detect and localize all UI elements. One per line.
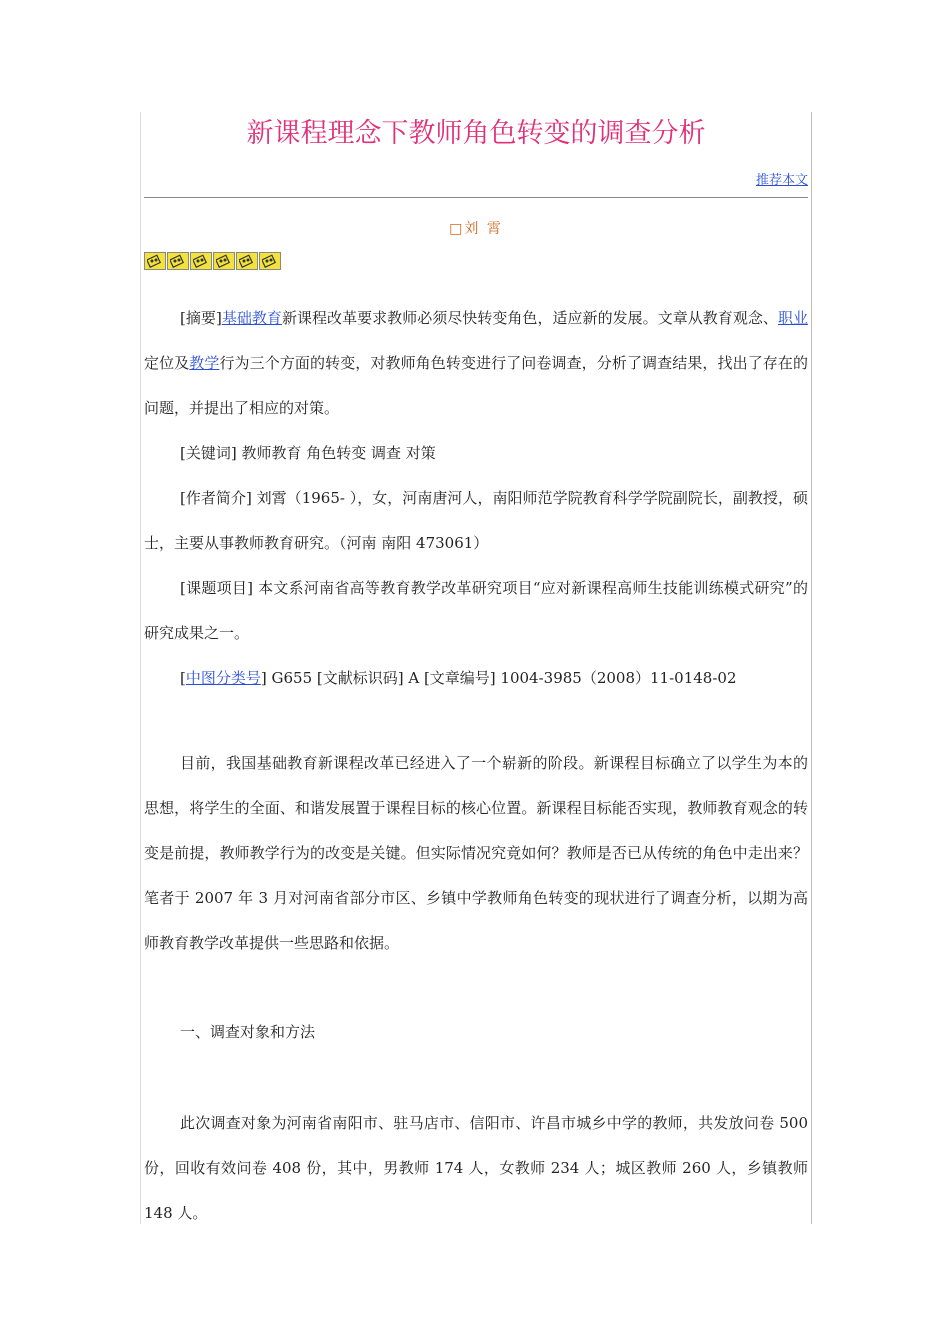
article-author: □刘 霄	[449, 221, 503, 237]
abstract-text-1: 新课程改革要求教师必须尽快转变角色，适应新的发展。文章从教育观念、	[281, 309, 778, 327]
article-title: 新课程理念下教师角色转变的调查分析	[246, 118, 706, 149]
frame-left-border	[140, 112, 141, 1224]
article-content	[144, 112, 808, 1236]
link-profession[interactable]: 职业	[777, 309, 808, 327]
author-bio-paragraph: [作者简介] 刘霄（1965- ），女，河南唐河人，南阳师范学院教育科学学院副院长，副教授，硕士，主要从事教师教育研究。（河南 南阳 473061）	[144, 489, 808, 552]
spacer	[144, 701, 808, 741]
abstract-text-2: 定位及	[144, 354, 190, 372]
link-teaching[interactable]: 教学	[189, 354, 220, 372]
intro-paragraph: 目前，我国基础教育新课程改革已经进入了一个崭新的阶段。新课程目标确立了以学生为本的思想，将学生的全面、和谐发展置于课程目标的核心位置。新课程目标能否实现，教师教育观念的转变是前提，教师教学行为的改变是关键。但实际情况究竟如何？教师是否已从传统的角色中走出来？笔者于 2007 年 3 月对河南省部分市区、乡镇中学教师角色转变的现状进行了调查分析，以期为高师教育教学改革提供一些思路和依据。	[144, 754, 808, 952]
frame-right-border	[811, 112, 812, 1224]
title-divider	[144, 197, 808, 198]
film-icon	[236, 252, 258, 270]
project-paragraph: [课题项目] 本文系河南省高等教育教学改革研究项目“应对新课程高师生技能训练模式研究”的研究成果之一。	[144, 579, 808, 642]
spacer	[144, 1055, 808, 1101]
abstract-text-3: 行为三个方面的转变，对教师角色转变进行了问卷调查，分析了调查结果，找出了存在的问题，并提出了相应的对策。	[144, 354, 808, 417]
section-body-paragraph: 此次调查对象为河南省南阳市、驻马店市、信阳市、许昌市城乡中学的教师，共发放问卷 500 份，回收有效问卷 408 份，其中，男教师 174 人，女教师 234 人；城区教师 260 人，乡镇教师 148 人。	[144, 1114, 808, 1222]
section-heading: 一、调查对象和方法	[180, 1023, 316, 1041]
link-clc-number[interactable]: 中图分类号	[185, 669, 261, 687]
link-basic-education[interactable]: 基础教育	[221, 309, 282, 327]
spacer	[144, 966, 808, 1010]
classification-bracket: [	[180, 669, 186, 687]
film-icon	[259, 252, 281, 270]
abstract-paragraph	[144, 296, 808, 431]
film-icon	[167, 252, 189, 270]
film-icon	[213, 252, 235, 270]
abstract-label: [摘要]	[180, 309, 222, 327]
film-icon	[144, 252, 166, 270]
rating-icons	[144, 252, 808, 272]
recommend-article-link[interactable]: 推荐本文	[755, 173, 808, 188]
film-icon	[190, 252, 212, 270]
classification-rest: ] G655 [文献标识码] A [文章编号] 1004-3985（2008）11-0148-02	[260, 669, 737, 687]
classification-paragraph	[144, 656, 808, 701]
keywords-paragraph: [关键词] 教师教育 角色转变 调查 对策	[180, 444, 436, 462]
recommend-row	[144, 169, 808, 187]
